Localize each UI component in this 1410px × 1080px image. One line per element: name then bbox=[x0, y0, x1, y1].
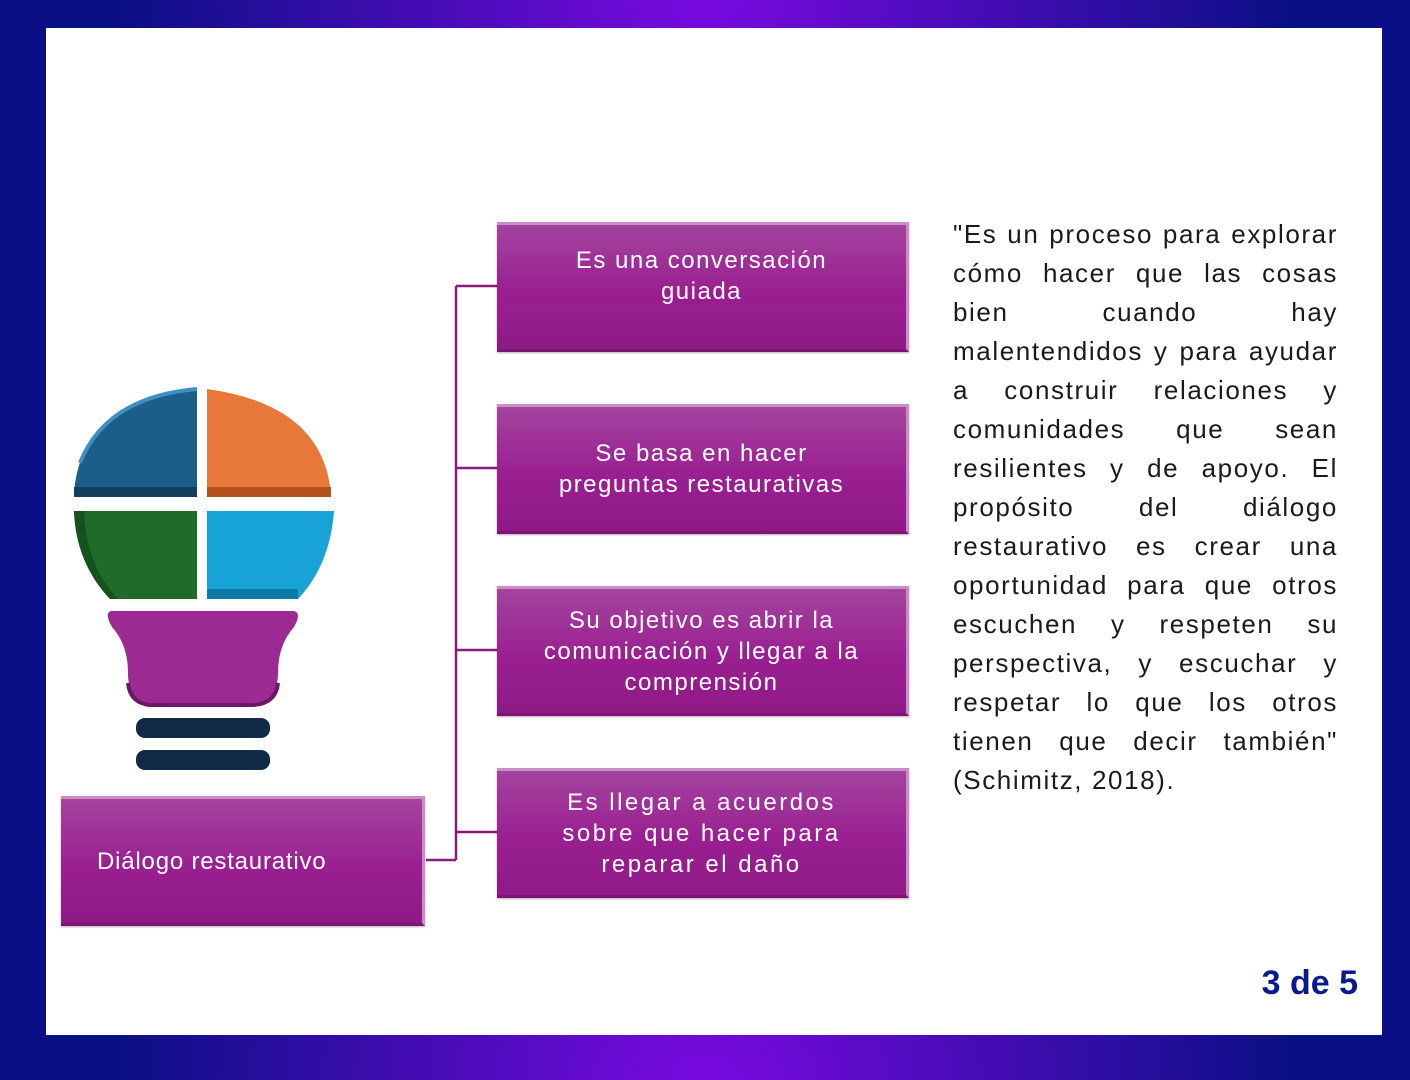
slide-card bbox=[46, 28, 1382, 1035]
root-node bbox=[61, 796, 425, 926]
branch-node-label: Es una conversación guiada bbox=[575, 247, 828, 305]
quote-text: "Es un proceso para explorar cómo hacer que las cosas bien cuando hay malentendidos y para ayudar a construir relaciones y comunidades que sean resilientes y de apoyo. El propósito del diálogo restaurativo es crear una oportunidad para que otros escuchen y respeten su perspectiva, y escuchar y respetar lo que los otros tienen que decir también" (Schimitz, 2018). bbox=[953, 219, 1338, 795]
branch-node-2 bbox=[497, 404, 909, 534]
branch-node-label: Se basa en hacer preguntas restaurativas bbox=[558, 440, 845, 498]
root-node-label: Diálogo restaurativo bbox=[97, 847, 327, 875]
branch-node-1 bbox=[497, 222, 909, 352]
branch-node-label: Es llegar a acuerdos sobre que hacer para reparar el daño bbox=[562, 788, 841, 878]
page-indicator: 3 de 5 bbox=[1261, 964, 1358, 1002]
branch-node-label: Su objetivo es abrir la comunicación y llegar a la comprensión bbox=[543, 606, 860, 696]
branch-node-4 bbox=[497, 768, 909, 898]
branch-node-3 bbox=[497, 586, 909, 716]
